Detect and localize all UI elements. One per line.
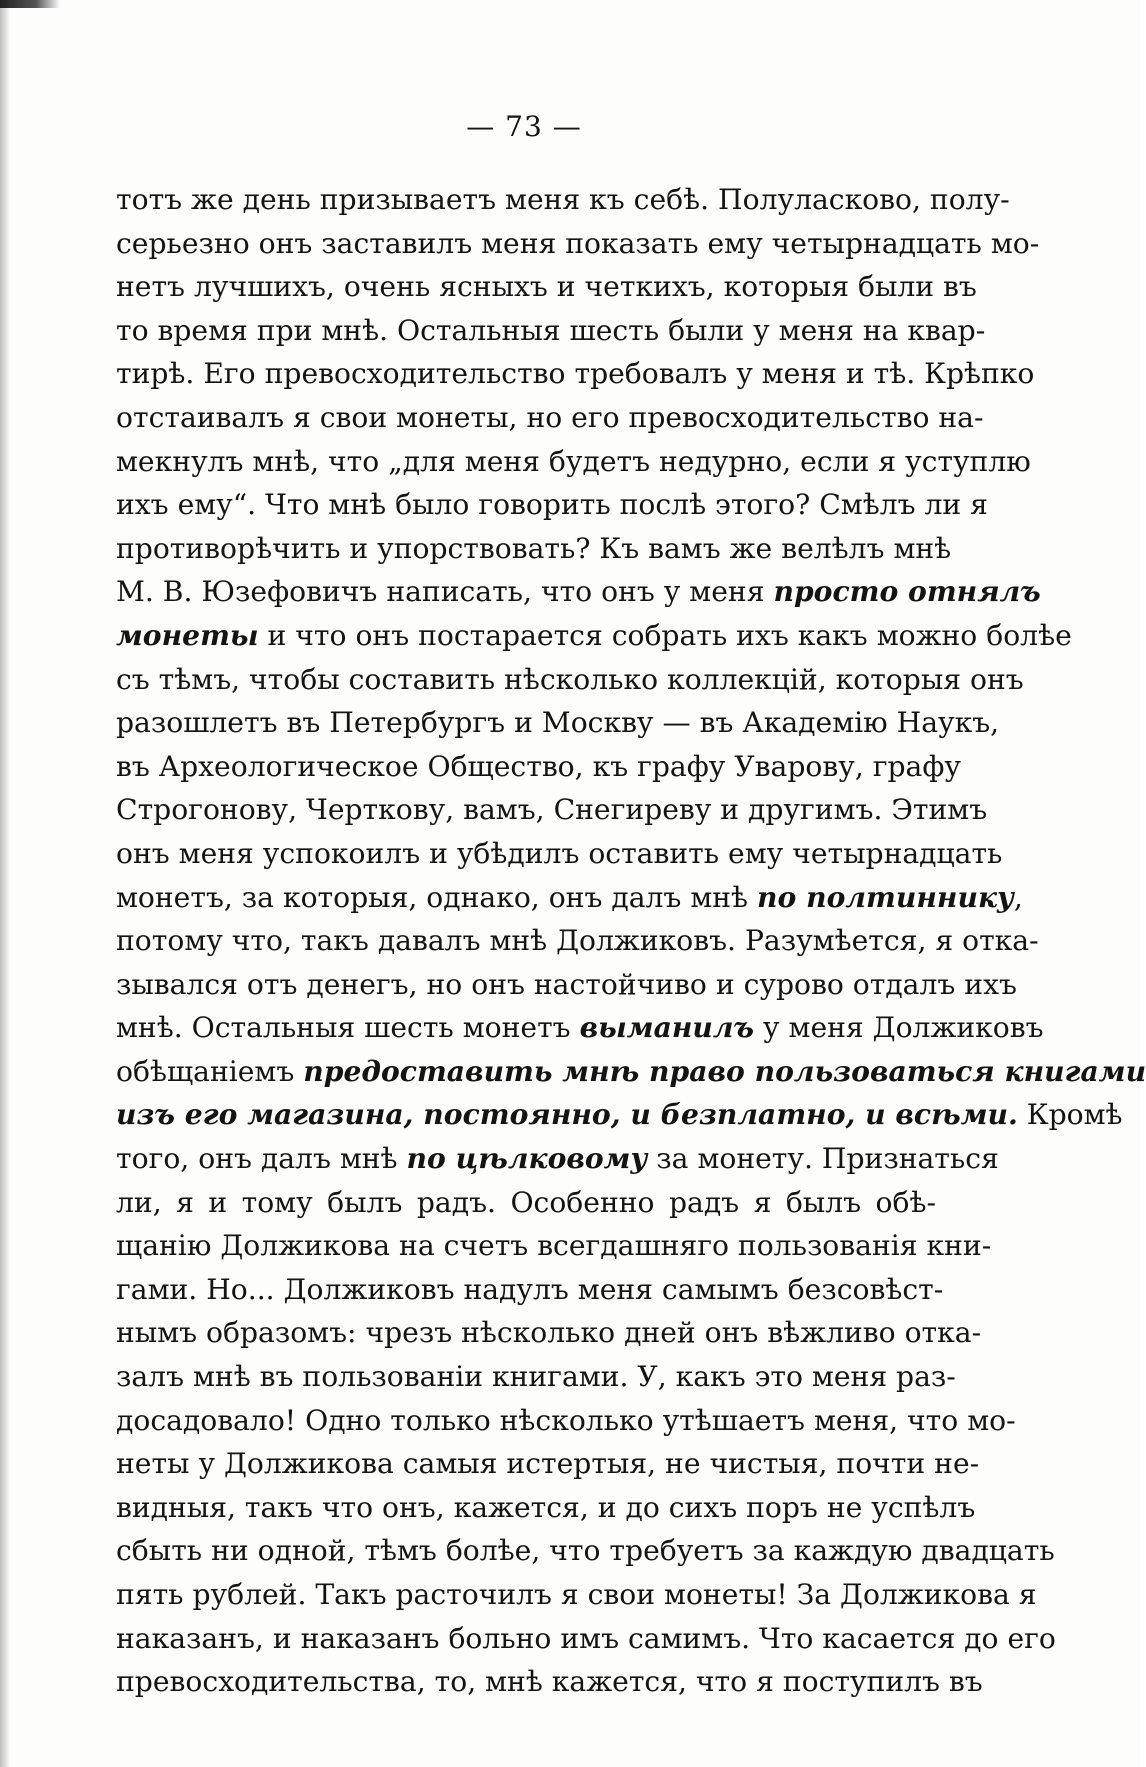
- text-line: [116, 701, 1000, 745]
- italic-emphasis: монеты: [116, 618, 259, 652]
- text-line: [116, 1137, 999, 1181]
- text-line: [116, 614, 1072, 658]
- text-line: [116, 963, 1017, 1007]
- text-segment: то время при мнѣ. Остальныя шесть были у меня на квар-: [116, 313, 986, 347]
- text-line: [116, 1617, 1056, 1661]
- italic-emphasis: по полтиннику: [757, 880, 1014, 914]
- text-line: [116, 1660, 983, 1704]
- text-segment: Кромѣ: [1017, 1098, 1123, 1132]
- text-segment: сбыть ни одной, тѣмъ болѣе, что требуетъ за каждую двадцать: [116, 1534, 1055, 1568]
- text-line: [116, 309, 986, 353]
- text-segment: пять рублей. Такъ расточилъ я свои монеты! За Должикова я: [116, 1578, 1037, 1611]
- text-segment: наказанъ, и наказанъ больно имъ самимъ. Что касается до его: [116, 1621, 1056, 1655]
- text-segment: гами. Но... Должиковъ надулъ меня самымъ безсовѣст-: [116, 1272, 944, 1306]
- text-segment: обѣщаніемъ: [116, 1054, 304, 1088]
- text-segment: противорѣчить и упорствовать? Къ вамъ же велѣлъ мнѣ: [116, 531, 952, 565]
- text-segment: отстаивалъ я свои монеты, но его превосходительство на-: [116, 400, 984, 434]
- scan-corner-mark: [0, 0, 60, 8]
- text-line: [116, 1050, 1146, 1094]
- text-segment: за монету. Признаться: [647, 1142, 999, 1176]
- text-segment: серьезно онъ заставилъ меня показать ему четырнадцать мо-: [116, 226, 1040, 260]
- text-segment: того, онъ далъ мнѣ: [116, 1142, 407, 1176]
- text-segment: мнѣ. Остальныя шесть монетъ: [116, 1011, 580, 1045]
- text-line: [116, 178, 1010, 222]
- text-line: [116, 919, 1039, 963]
- text-segment: съ тѣмъ, чтобы составить нѣсколько коллекцій, которыя онъ: [116, 662, 1024, 696]
- text-line: [116, 440, 1031, 484]
- text-line: [116, 745, 962, 789]
- text-line: [116, 1442, 980, 1486]
- text-line: [116, 1311, 982, 1355]
- text-segment: и что онъ постарается собрать ихъ какъ можно болѣе: [258, 618, 1072, 652]
- text-line: [116, 876, 1023, 920]
- text-segment: неты у Должикова самыя истертыя, не чистыя, почти не-: [116, 1447, 980, 1481]
- body-text: [116, 178, 1146, 1704]
- italic-emphasis: выманилъ: [579, 1011, 755, 1045]
- text-segment: зывался отъ денегъ, но онъ настойчиво и сурово отдалъ ихъ: [116, 967, 1017, 1001]
- text-line: [116, 1573, 1037, 1617]
- text-segment: у меня Должиковъ: [754, 1011, 1044, 1045]
- text-line: [116, 352, 1035, 396]
- text-segment: нымъ образомъ: чрезъ нѣсколько дней онъ вѣжливо отка-: [116, 1316, 982, 1350]
- text-segment: превосходительства, то, мнѣ кажется, что я поступилъ въ: [116, 1665, 983, 1699]
- text-line: [116, 1355, 956, 1399]
- text-segment: разошлетъ въ Петербургъ и Москву — въ Академію Наукъ,: [116, 706, 1000, 740]
- text-line: [116, 1399, 1016, 1443]
- text-line: [116, 1093, 1123, 1137]
- text-line: [116, 1224, 992, 1268]
- text-segment: видныя, такъ что онъ, кажется, и до сихъ поръ не успѣлъ: [116, 1490, 976, 1524]
- italic-emphasis: по цѣлковому: [406, 1142, 648, 1176]
- text-line: [116, 265, 977, 309]
- text-segment: досадовало! Одно только нѣсколько утѣшаетъ меня, что мо-: [116, 1403, 1016, 1437]
- text-line: [116, 222, 1040, 266]
- scan-left-edge-shadow: [0, 0, 10, 1767]
- page-number: — 73 —: [466, 110, 582, 143]
- text-segment: щанію Должикова на счетъ всегдашняго пользованія кни-: [116, 1229, 992, 1263]
- text-line: [116, 832, 1003, 876]
- text-segment: тирѣ. Его превосходительство требовалъ у меня и тѣ. Крѣпко: [116, 357, 1035, 391]
- text-segment: нетъ лучшихъ, очень ясныхъ и четкихъ, которыя были въ: [116, 270, 977, 304]
- text-segment: потому что, такъ давалъ мнѣ Должиковъ. Разумѣется, я отка-: [116, 924, 1039, 958]
- text-line: [116, 1181, 936, 1225]
- text-segment: въ Археологическое Общество, къ графу Уварову, графу: [116, 749, 962, 783]
- text-line: [116, 1268, 944, 1312]
- text-segment: залъ мнѣ въ пользованіи книгами. У, какъ это меня раз-: [116, 1360, 956, 1394]
- text-segment: мекнулъ мнѣ, что „для меня будетъ недурно, если я уступлю: [116, 444, 1031, 478]
- text-line: [116, 396, 984, 440]
- text-line: [116, 570, 1041, 614]
- text-line: [116, 1529, 1055, 1573]
- text-segment: ихъ ему“. Что мнѣ было говорить послѣ этого? Смѣлъ ли я: [116, 488, 988, 522]
- text-line: [116, 658, 1024, 702]
- text-line: [116, 1486, 976, 1530]
- text-segment: онъ меня успокоилъ и убѣдилъ оставить ему четырнадцать: [116, 836, 1003, 870]
- text-segment: ,: [1013, 880, 1023, 914]
- italic-emphasis: предоставить мнѣ право пользоваться книгами: [303, 1054, 1146, 1088]
- text-line: [116, 788, 988, 832]
- text-segment: монетъ, за которыя, однако, онъ далъ мнѣ: [116, 880, 757, 914]
- text-line: [116, 1006, 1044, 1050]
- text-segment: тотъ же день призываетъ меня къ себѣ. Полуласково, полу-: [116, 183, 1010, 216]
- text-line: [116, 483, 988, 527]
- text-segment: Строгонову, Черткову, вамъ, Снегиреву и другимъ. Этимъ: [116, 793, 988, 827]
- text-segment: М. В. Юзефовичъ написать, что онъ у меня: [116, 575, 774, 609]
- text-segment: ли, я и тому былъ радъ. Особенно радъ я былъ обѣ-: [116, 1185, 936, 1219]
- text-line: [116, 527, 952, 571]
- italic-emphasis: просто отнялъ: [773, 575, 1041, 609]
- italic-emphasis: изъ его магазина, постоянно, и безплатно, и всѣми.: [116, 1098, 1018, 1132]
